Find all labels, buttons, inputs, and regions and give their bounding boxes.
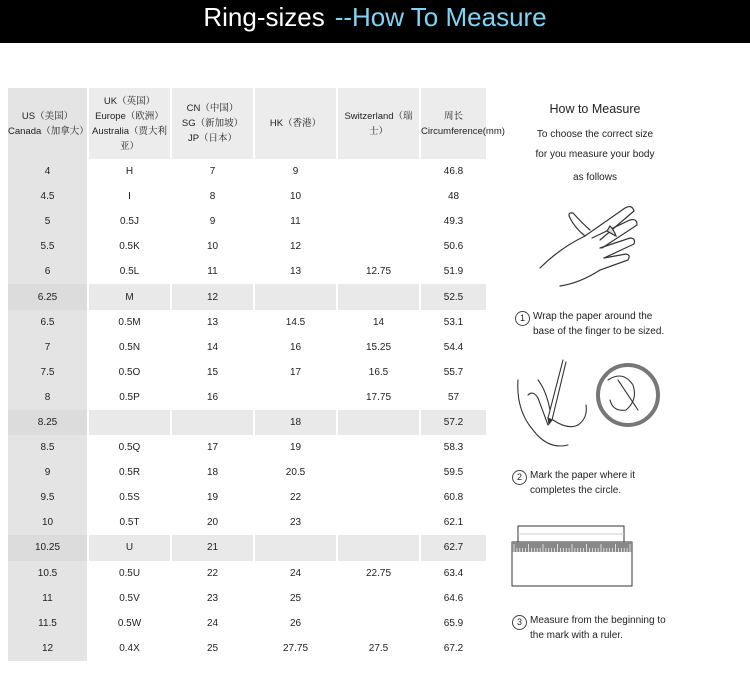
column-header xyxy=(88,88,171,159)
table-cell: 0.5W xyxy=(88,611,171,636)
column-header-line: UK（英国） xyxy=(103,95,156,107)
table-row xyxy=(8,435,487,460)
how-to-measure-panel xyxy=(500,88,750,678)
table-cell: 19 xyxy=(254,435,337,460)
table-row xyxy=(8,586,487,611)
table-cell: M xyxy=(88,284,171,309)
table-cell: 4.5 xyxy=(8,184,88,209)
table-row xyxy=(8,234,487,259)
table-cell: 24 xyxy=(171,611,254,636)
table-cell: 14.5 xyxy=(254,310,337,335)
table-cell: 17 xyxy=(171,435,254,460)
table-cell: 5.5 xyxy=(8,234,88,259)
table-cell xyxy=(337,159,420,184)
table-cell: 23 xyxy=(171,586,254,611)
step-1-number: 1 xyxy=(515,311,530,326)
table-cell: 11 xyxy=(254,209,337,234)
table-cell: 0.5P xyxy=(88,385,171,410)
table-cell: 52.5 xyxy=(420,284,487,309)
column-header xyxy=(8,88,88,159)
table-row xyxy=(8,360,487,385)
ruler-illustration xyxy=(510,524,635,588)
table-header-row xyxy=(8,88,487,159)
table-cell: 10 xyxy=(254,184,337,209)
table-cell: 20.5 xyxy=(254,460,337,485)
table-cell: 0.5U xyxy=(88,561,171,586)
table-cell: H xyxy=(88,159,171,184)
column-header-line: SG（新加坡） xyxy=(181,118,244,129)
table-cell: 64.6 xyxy=(420,586,487,611)
table-cell: 5 xyxy=(8,209,88,234)
table-cell: 7.5 xyxy=(8,360,88,385)
table-cell: 59.5 xyxy=(420,460,487,485)
table-cell: 0.5M xyxy=(88,310,171,335)
column-header-line: HK（香港） xyxy=(269,118,322,129)
table-cell: 57.2 xyxy=(420,410,487,435)
banner xyxy=(0,0,750,43)
table-cell: 0.5L xyxy=(88,259,171,284)
table-cell xyxy=(88,410,171,435)
column-header-line: Switzerland（瑞士） xyxy=(344,110,413,137)
table-cell: 0.5N xyxy=(88,335,171,360)
table-row xyxy=(8,184,487,209)
column-header-line: Circumference(mm) xyxy=(421,125,505,137)
table-cell xyxy=(337,209,420,234)
table-row xyxy=(8,561,487,586)
table-cell xyxy=(337,435,420,460)
table-cell: 50.6 xyxy=(420,234,487,259)
table-cell: 4 xyxy=(8,159,88,184)
howto-title: How to Measure xyxy=(549,102,641,116)
table-row xyxy=(8,611,487,636)
table-cell: 0.5J xyxy=(88,209,171,234)
howto-intro-3: as follows xyxy=(573,172,617,183)
table-cell xyxy=(254,535,337,560)
table-cell: 12 xyxy=(8,636,88,661)
table-cell: 6.25 xyxy=(8,284,88,309)
table-cell: 8.5 xyxy=(8,435,88,460)
table-cell: 25 xyxy=(254,586,337,611)
table-row xyxy=(8,159,487,184)
table-row xyxy=(8,460,487,485)
table-cell: 0.5T xyxy=(88,510,171,535)
table-cell: 9 xyxy=(8,460,88,485)
table-cell xyxy=(171,410,254,435)
table-cell: 14 xyxy=(171,335,254,360)
table-cell: 9 xyxy=(171,209,254,234)
step-3 xyxy=(512,615,666,642)
column-header-line: Australia（贾大利亚） xyxy=(92,125,167,152)
howto-intro-1: To choose the correct size xyxy=(536,129,654,140)
table-cell xyxy=(337,535,420,560)
table-cell: 51.9 xyxy=(420,259,487,284)
table-cell: 14 xyxy=(337,310,420,335)
step-2-line-1: Mark the paper where it xyxy=(530,470,636,481)
table-cell xyxy=(337,184,420,209)
step-2 xyxy=(512,470,635,497)
table-cell xyxy=(337,611,420,636)
table-cell xyxy=(337,284,420,309)
table-cell: 12 xyxy=(254,234,337,259)
banner-subtitle: --How To Measure xyxy=(334,2,547,32)
table-cell: 0.5S xyxy=(88,485,171,510)
table-cell xyxy=(337,510,420,535)
table-cell: 63.4 xyxy=(420,561,487,586)
table-cell: 17 xyxy=(254,360,337,385)
hand-wrap-illustration xyxy=(530,198,650,298)
table-cell: 7 xyxy=(8,335,88,360)
table-cell: 12.75 xyxy=(337,259,420,284)
table-cell: 10 xyxy=(171,234,254,259)
table-cell: 13 xyxy=(171,310,254,335)
table-cell: 8.25 xyxy=(8,410,88,435)
step-1 xyxy=(515,311,664,338)
table-cell: 53.1 xyxy=(420,310,487,335)
table-cell: 19 xyxy=(171,485,254,510)
table-row xyxy=(8,335,487,360)
table-cell: 13 xyxy=(254,259,337,284)
table-row xyxy=(8,310,487,335)
table-cell xyxy=(337,485,420,510)
table-cell: 15.25 xyxy=(337,335,420,360)
table-cell: 26 xyxy=(254,611,337,636)
table-cell: 6 xyxy=(8,259,88,284)
table-cell: 16.5 xyxy=(337,360,420,385)
column-header-line: US（美国） xyxy=(21,110,74,122)
table-cell: 62.7 xyxy=(420,535,487,560)
step-2-number: 2 xyxy=(512,470,527,485)
table-cell: 16 xyxy=(171,385,254,410)
table-cell: 9 xyxy=(254,159,337,184)
table-cell: 17.75 xyxy=(337,385,420,410)
table-cell: 67.2 xyxy=(420,636,487,661)
table-cell: 48 xyxy=(420,184,487,209)
hand-mark-illustration xyxy=(508,350,658,460)
table-cell: 54.4 xyxy=(420,335,487,360)
column-header-line: Europe（欧洲） xyxy=(95,110,164,122)
column-header xyxy=(420,88,505,159)
table-cell: 10 xyxy=(8,510,88,535)
step-3-number: 3 xyxy=(512,615,527,630)
table-row xyxy=(8,410,487,435)
table-cell: 10.5 xyxy=(8,561,88,586)
table-cell: 15 xyxy=(171,360,254,385)
column-header xyxy=(254,88,337,159)
table-cell: 11.5 xyxy=(8,611,88,636)
table-body xyxy=(8,159,487,661)
table-cell: 24 xyxy=(254,561,337,586)
column-header xyxy=(337,88,420,159)
step-3-line-2: the mark with a ruler. xyxy=(530,630,623,641)
table-cell: 20 xyxy=(171,510,254,535)
table-cell xyxy=(254,284,337,309)
table-cell: 22 xyxy=(254,485,337,510)
column-header-line: 周长 xyxy=(443,110,463,122)
table-cell: 8 xyxy=(171,184,254,209)
table-row xyxy=(8,284,487,309)
table-row xyxy=(8,385,487,410)
table-cell: U xyxy=(88,535,171,560)
table-cell: 49.3 xyxy=(420,209,487,234)
banner-title-main: Ring-sizes xyxy=(203,2,325,32)
table-cell: 11 xyxy=(171,259,254,284)
table-row xyxy=(8,636,487,661)
table-cell: 9.5 xyxy=(8,485,88,510)
table-cell: 22 xyxy=(171,561,254,586)
table-cell: 0.5Q xyxy=(88,435,171,460)
column-header-line: CN（中国） xyxy=(186,103,239,114)
table-cell: 16 xyxy=(254,335,337,360)
table-cell xyxy=(337,410,420,435)
table-cell: 27.75 xyxy=(254,636,337,661)
table-cell: 0.4X xyxy=(88,636,171,661)
table-cell: 0.5K xyxy=(88,234,171,259)
column-header-line: JP（日本） xyxy=(187,133,238,144)
table-cell xyxy=(254,385,337,410)
table-row xyxy=(8,259,487,284)
table-cell: 22.75 xyxy=(337,561,420,586)
table-cell: 18 xyxy=(171,460,254,485)
table-cell: 12 xyxy=(171,284,254,309)
howto-intro-2: for you measure your body xyxy=(535,149,655,160)
table-cell: 0.5V xyxy=(88,586,171,611)
step-3-line-1: Measure from the beginning to xyxy=(530,615,666,626)
step-1-line-1: Wrap the paper around the xyxy=(533,311,653,322)
table-cell: 55.7 xyxy=(420,360,487,385)
table-cell: 0.5O xyxy=(88,360,171,385)
table-cell xyxy=(337,460,420,485)
table-cell: 57 xyxy=(420,385,487,410)
table-cell: 6.5 xyxy=(8,310,88,335)
table-cell: 46.8 xyxy=(420,159,487,184)
table-row xyxy=(8,485,487,510)
table-cell: 8 xyxy=(8,385,88,410)
table-cell: 65.9 xyxy=(420,611,487,636)
banner-title xyxy=(0,2,750,33)
column-header xyxy=(171,88,254,159)
table-row xyxy=(8,510,487,535)
table-cell: 21 xyxy=(171,535,254,560)
table-cell: 18 xyxy=(254,410,337,435)
table-cell: 7 xyxy=(171,159,254,184)
table-cell: 62.1 xyxy=(420,510,487,535)
table-cell xyxy=(337,586,420,611)
table-cell: I xyxy=(88,184,171,209)
table-row xyxy=(8,209,487,234)
step-1-line-2: base of the finger to be sized. xyxy=(533,326,665,337)
table-cell: 10.25 xyxy=(8,535,88,560)
step-2-line-2: completes the circle. xyxy=(530,485,622,496)
table-cell: 23 xyxy=(254,510,337,535)
table-cell: 27.5 xyxy=(337,636,420,661)
table-cell: 11 xyxy=(8,586,88,611)
column-header-line: Canada（加拿大） xyxy=(8,125,89,137)
table-cell: 60.8 xyxy=(420,485,487,510)
ring-size-table xyxy=(8,88,505,661)
table-cell xyxy=(337,234,420,259)
table-row xyxy=(8,535,487,560)
table-cell: 58.3 xyxy=(420,435,487,460)
table-cell: 0.5R xyxy=(88,460,171,485)
table-cell: 25 xyxy=(171,636,254,661)
